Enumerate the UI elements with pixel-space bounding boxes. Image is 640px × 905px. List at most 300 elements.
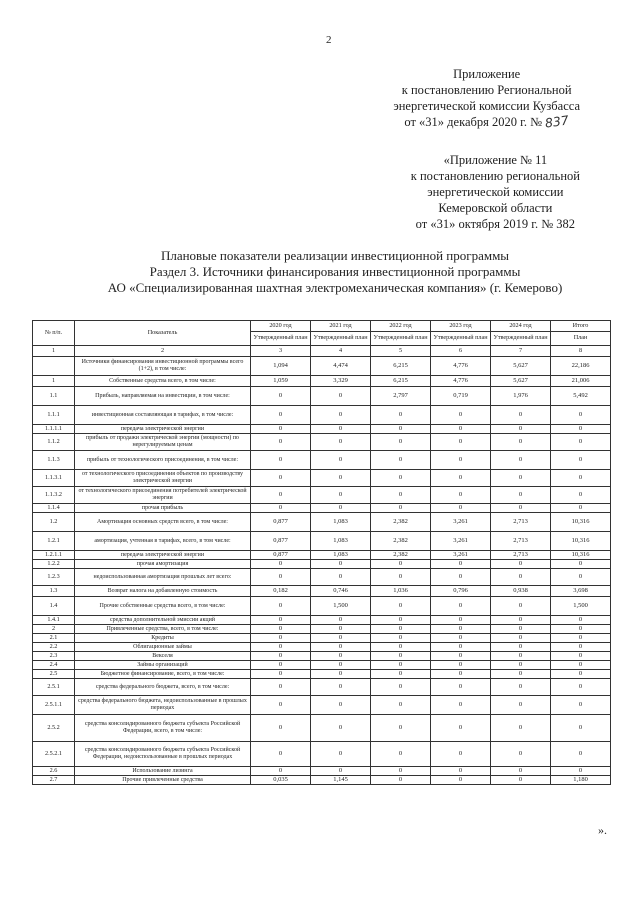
- row-value: 0: [311, 696, 371, 715]
- row-value: 0: [311, 616, 371, 625]
- table-row: [33, 513, 611, 532]
- col-number: 6: [431, 346, 491, 357]
- row-value: 0: [551, 767, 611, 776]
- row-value: 0: [251, 661, 311, 670]
- row-value: 0: [491, 643, 551, 652]
- row-value: 0: [491, 652, 551, 661]
- table-row: [33, 696, 611, 715]
- row-value: 1,036: [371, 586, 431, 597]
- row-value: 0: [491, 679, 551, 696]
- row-value: 0: [311, 634, 371, 643]
- section-title: Раздел 3. Источники финансирования инвестиционной программы: [149, 264, 521, 279]
- row-value: 0: [311, 425, 371, 434]
- row-value: 0: [551, 742, 611, 767]
- row-value: 0: [431, 670, 491, 679]
- row-number: 1.4: [33, 597, 75, 616]
- title-line: Плановые показатели реализации инвестиционной программы: [160, 248, 510, 263]
- row-value: 0: [431, 434, 491, 451]
- table-row: [33, 625, 611, 634]
- original-appendix-header: [411, 152, 580, 232]
- row-value: 0: [251, 560, 311, 569]
- table-row: [33, 487, 611, 504]
- row-value: 0: [551, 679, 611, 696]
- row-value: 0: [551, 616, 611, 625]
- row-value: 0: [431, 597, 491, 616]
- row-indicator: средства консолидированного бюджета субъекта Российской Федерации, недоиспользованные в прошлых периодах: [75, 742, 251, 767]
- row-indicator: прочая амортизация: [75, 560, 251, 569]
- row-value: 0: [491, 425, 551, 434]
- row-indicator: амортизация, учтенная в тарифах, всего, в том числе:: [75, 532, 251, 551]
- row-value: 4,474: [311, 357, 371, 376]
- row-value: 0: [491, 625, 551, 634]
- row-indicator: средства федерального бюджета, недоиспользованные в прошлых периодах: [75, 696, 251, 715]
- row-number: 2.3: [33, 652, 75, 661]
- row-value: 0: [431, 560, 491, 569]
- company-title: АО «Специализированная шахтная электромеханическая компания» (г. Кемерово): [107, 280, 563, 295]
- row-number: 2.5.2.1: [33, 742, 75, 767]
- row-value: 0: [551, 434, 611, 451]
- col-subheader: Утвержденный план: [371, 332, 431, 346]
- table-row: [33, 569, 611, 586]
- row-indicator: от технологического присоединения потребителей электрической энергии: [75, 487, 251, 504]
- table-row: [33, 715, 611, 742]
- row-value: 0: [371, 425, 431, 434]
- row-value: 0: [491, 451, 551, 470]
- row-value: 0: [371, 742, 431, 767]
- row-indicator: Облигационные займы: [75, 643, 251, 652]
- table-row: [33, 406, 611, 425]
- row-value: 1,059: [251, 376, 311, 387]
- row-value: 0,719: [431, 387, 491, 406]
- col-number: 8: [551, 346, 611, 357]
- row-value: 0: [311, 643, 371, 652]
- row-value: 1,083: [311, 513, 371, 532]
- row-value: 0: [551, 625, 611, 634]
- row-value: 0: [431, 634, 491, 643]
- col-year-header: 2020 год: [251, 321, 311, 332]
- row-value: 0: [371, 776, 431, 785]
- row-value: 0: [311, 767, 371, 776]
- row-value: 0: [491, 670, 551, 679]
- row-value: 2,797: [371, 387, 431, 406]
- row-value: 0: [431, 487, 491, 504]
- row-value: 0,035: [251, 776, 311, 785]
- row-number: [33, 357, 75, 376]
- table-row: [33, 776, 611, 785]
- row-number: 2.7: [33, 776, 75, 785]
- col-subheader: Утвержденный план: [431, 332, 491, 346]
- row-value: 0: [371, 597, 431, 616]
- row-value: 0,746: [311, 586, 371, 597]
- col-no-header: № п/п.: [33, 321, 75, 346]
- row-indicator: средства консолидированного бюджета субъекта Российской Федерации, всего, в том числе:: [75, 715, 251, 742]
- table-row: [33, 387, 611, 406]
- row-value: 10,316: [551, 532, 611, 551]
- row-value: 0: [491, 661, 551, 670]
- closing-quote: ».: [598, 823, 607, 837]
- appendix-date: от «31» декабря 2020 г. №: [404, 115, 542, 129]
- row-indicator: Кредиты: [75, 634, 251, 643]
- row-value: 0: [431, 425, 491, 434]
- row-value: 0: [551, 451, 611, 470]
- row-value: 0: [251, 742, 311, 767]
- row-value: 0: [491, 776, 551, 785]
- row-value: 2,713: [491, 532, 551, 551]
- row-value: 1,500: [311, 597, 371, 616]
- appendix-header: [393, 66, 580, 130]
- row-value: 0: [371, 560, 431, 569]
- row-indicator: Использование лизинга: [75, 767, 251, 776]
- row-value: 10,316: [551, 513, 611, 532]
- table-row: [33, 597, 611, 616]
- row-value: 21,006: [551, 376, 611, 387]
- row-value: 0: [491, 696, 551, 715]
- col-total-header: Итого: [551, 321, 611, 332]
- appendix-date: от «31» октября 2019 г. № 382: [415, 217, 576, 231]
- row-indicator: Прочие привлеченные средства: [75, 776, 251, 785]
- row-indicator: средства дополнительной эмиссии акций: [75, 616, 251, 625]
- col-number: 2: [75, 346, 251, 357]
- row-value: 0: [251, 406, 311, 425]
- row-value: 0: [491, 742, 551, 767]
- table-row: [33, 532, 611, 551]
- col-indicator-header: Показатель: [75, 321, 251, 346]
- appendix-line: энергетической комиссии: [427, 185, 564, 199]
- row-value: 0: [491, 767, 551, 776]
- row-value: 0: [551, 696, 611, 715]
- financing-table: [32, 320, 611, 785]
- row-number: 2.2: [33, 643, 75, 652]
- row-value: 0: [251, 696, 311, 715]
- row-value: 0: [431, 451, 491, 470]
- row-value: 0: [251, 425, 311, 434]
- row-value: 0: [431, 715, 491, 742]
- row-indicator: передача электрической энергии: [75, 551, 251, 560]
- row-value: 10,316: [551, 551, 611, 560]
- row-value: 1,083: [311, 551, 371, 560]
- row-value: 0: [311, 470, 371, 487]
- row-indicator: Векселя: [75, 652, 251, 661]
- row-value: 0: [371, 470, 431, 487]
- row-value: 0: [251, 715, 311, 742]
- row-indicator: недоиспользованная амортизация прошлых лет всего:: [75, 569, 251, 586]
- table-row: [33, 742, 611, 767]
- table-row: [33, 634, 611, 643]
- row-number: 1.3: [33, 586, 75, 597]
- row-value: 0: [311, 569, 371, 586]
- row-value: 0: [371, 487, 431, 504]
- row-number: 1.1: [33, 387, 75, 406]
- row-value: 0: [551, 715, 611, 742]
- appendix-line: к постановлению Региональной: [401, 83, 572, 97]
- table-row: [33, 451, 611, 470]
- row-value: 4,776: [431, 376, 491, 387]
- row-value: 0: [371, 616, 431, 625]
- row-value: 0: [491, 616, 551, 625]
- col-subheader: Утвержденный план: [251, 332, 311, 346]
- row-value: 0: [431, 470, 491, 487]
- row-value: 3,261: [431, 513, 491, 532]
- row-number: 1.1.3: [33, 451, 75, 470]
- col-number: 5: [371, 346, 431, 357]
- row-indicator: Собственные средства всего, в том числе:: [75, 376, 251, 387]
- row-value: 0: [551, 487, 611, 504]
- row-value: 22,186: [551, 357, 611, 376]
- row-value: 1,145: [311, 776, 371, 785]
- page-number: 2: [326, 34, 332, 46]
- row-value: 0,877: [251, 551, 311, 560]
- row-value: 0: [371, 406, 431, 425]
- table-row: [33, 643, 611, 652]
- col-subheader: План: [551, 332, 611, 346]
- row-indicator: прибыль от технологического присоединения, в том числе:: [75, 451, 251, 470]
- row-value: 0: [491, 634, 551, 643]
- row-value: 0: [311, 679, 371, 696]
- row-value: 0: [311, 742, 371, 767]
- row-number: 2.1: [33, 634, 75, 643]
- row-indicator: Прочие собственные средства всего, в том числе:: [75, 597, 251, 616]
- row-value: 0: [551, 504, 611, 513]
- row-indicator: Амортизация основных средств всего, в том числе:: [75, 513, 251, 532]
- row-number: 1.1.2: [33, 434, 75, 451]
- row-value: 0,796: [431, 586, 491, 597]
- row-value: 0: [551, 652, 611, 661]
- row-value: 0: [371, 643, 431, 652]
- row-value: 0: [311, 434, 371, 451]
- col-year-header: 2024 год: [491, 321, 551, 332]
- row-value: 0: [551, 560, 611, 569]
- row-value: 0: [371, 715, 431, 742]
- row-value: 0: [251, 767, 311, 776]
- row-indicator: Привлеченные средства, всего, в том числе:: [75, 625, 251, 634]
- row-value: 0,877: [251, 513, 311, 532]
- col-subheader: Утвержденный план: [491, 332, 551, 346]
- col-number: 3: [251, 346, 311, 357]
- row-value: 0: [551, 634, 611, 643]
- row-value: 0,877: [251, 532, 311, 551]
- row-number: 2.5: [33, 670, 75, 679]
- row-number: 2.6: [33, 767, 75, 776]
- row-indicator: от технологического присоединения объектов по производству электрической энергии: [75, 470, 251, 487]
- row-number: 1.2.1: [33, 532, 75, 551]
- row-number: 1.2.3: [33, 569, 75, 586]
- row-value: 0: [251, 643, 311, 652]
- row-value: 0: [551, 670, 611, 679]
- row-value: 0: [311, 715, 371, 742]
- row-value: 0: [371, 767, 431, 776]
- row-value: 0: [311, 387, 371, 406]
- row-number: 2.5.1.1: [33, 696, 75, 715]
- row-number: 1.2: [33, 513, 75, 532]
- row-value: 0: [251, 634, 311, 643]
- row-value: 5,627: [491, 357, 551, 376]
- document-titles: [40, 248, 630, 296]
- row-value: 0: [251, 616, 311, 625]
- row-value: 0: [491, 597, 551, 616]
- row-value: 2,713: [491, 551, 551, 560]
- row-value: 0: [371, 569, 431, 586]
- table-row: [33, 560, 611, 569]
- row-value: 0: [311, 451, 371, 470]
- row-value: 0: [311, 661, 371, 670]
- handwritten-number: 837: [544, 112, 570, 131]
- row-value: 0: [491, 569, 551, 586]
- row-value: 1,083: [311, 532, 371, 551]
- appendix-line: Кемеровской области: [438, 201, 553, 215]
- row-value: 0: [371, 652, 431, 661]
- row-value: 0: [551, 569, 611, 586]
- row-value: 0: [491, 434, 551, 451]
- col-year-header: 2023 год: [431, 321, 491, 332]
- appendix-line: энергетической комиссии Кузбасса: [393, 99, 580, 113]
- row-value: 0: [431, 767, 491, 776]
- row-value: 0: [251, 470, 311, 487]
- row-value: 4,776: [431, 357, 491, 376]
- row-value: 0,182: [251, 586, 311, 597]
- row-value: 0: [551, 643, 611, 652]
- col-year-header: 2021 год: [311, 321, 371, 332]
- row-value: 0: [311, 670, 371, 679]
- row-value: 0: [251, 487, 311, 504]
- row-value: 0: [371, 679, 431, 696]
- row-value: 1,976: [491, 387, 551, 406]
- table-row: [33, 670, 611, 679]
- row-number: 2: [33, 625, 75, 634]
- row-value: 0: [311, 504, 371, 513]
- row-value: 0: [311, 652, 371, 661]
- row-value: 0: [311, 625, 371, 634]
- table-row: [33, 767, 611, 776]
- row-number: 2.5.1: [33, 679, 75, 696]
- table-row: [33, 470, 611, 487]
- table-row: [33, 357, 611, 376]
- row-value: 2,713: [491, 513, 551, 532]
- row-indicator: Бюджетное финансирование, всего, в том числе:: [75, 670, 251, 679]
- row-value: 2,382: [371, 513, 431, 532]
- row-indicator: инвестиционная составляющая в тарифах, в том числе:: [75, 406, 251, 425]
- row-value: 0: [251, 597, 311, 616]
- row-value: 0: [551, 406, 611, 425]
- row-value: 0: [251, 569, 311, 586]
- col-number: 4: [311, 346, 371, 357]
- table-row: [33, 652, 611, 661]
- table-row: [33, 434, 611, 451]
- row-value: 6,215: [371, 357, 431, 376]
- row-indicator: Займы организаций: [75, 661, 251, 670]
- row-value: 0: [371, 661, 431, 670]
- table-row: [33, 661, 611, 670]
- row-value: 5,627: [491, 376, 551, 387]
- row-value: 3,261: [431, 532, 491, 551]
- table-row: [33, 586, 611, 597]
- row-value: 0: [371, 634, 431, 643]
- row-value: 0: [431, 569, 491, 586]
- row-value: 0: [251, 434, 311, 451]
- row-number: 2.5.2: [33, 715, 75, 742]
- row-value: 3,698: [551, 586, 611, 597]
- col-year-header: 2022 год: [371, 321, 431, 332]
- row-value: 0: [251, 670, 311, 679]
- row-value: 0: [431, 776, 491, 785]
- row-value: 6,215: [371, 376, 431, 387]
- row-value: 0: [371, 625, 431, 634]
- row-value: 0: [491, 504, 551, 513]
- row-value: 1,500: [551, 597, 611, 616]
- row-value: 0: [431, 643, 491, 652]
- row-value: 0: [431, 661, 491, 670]
- col-subheader: Утвержденный план: [311, 332, 371, 346]
- row-value: 0: [251, 652, 311, 661]
- row-number: 1.1.1.1: [33, 425, 75, 434]
- row-value: 0: [491, 487, 551, 504]
- row-value: 0: [551, 470, 611, 487]
- row-value: 0: [431, 652, 491, 661]
- row-value: 0: [251, 679, 311, 696]
- row-value: 0: [371, 451, 431, 470]
- row-indicator: Возврат налога на добавленную стоимость: [75, 586, 251, 597]
- row-number: 1.1.3.2: [33, 487, 75, 504]
- row-value: 0: [371, 504, 431, 513]
- row-value: 0: [371, 670, 431, 679]
- row-number: 2.4: [33, 661, 75, 670]
- row-indicator: средства федерального бюджета, всего, в том числе:: [75, 679, 251, 696]
- row-value: 2,382: [371, 551, 431, 560]
- row-number: 1.2.2: [33, 560, 75, 569]
- col-number: 1: [33, 346, 75, 357]
- row-indicator: прочая прибыль: [75, 504, 251, 513]
- appendix-title: Приложение: [453, 67, 521, 81]
- row-value: 0: [491, 715, 551, 742]
- row-value: 0: [491, 470, 551, 487]
- row-value: 0,938: [491, 586, 551, 597]
- row-value: 0: [311, 560, 371, 569]
- row-value: 1,094: [251, 357, 311, 376]
- row-value: 0: [431, 616, 491, 625]
- row-value: 0: [431, 679, 491, 696]
- row-value: 2,382: [371, 532, 431, 551]
- table-row: [33, 376, 611, 387]
- row-value: 0: [251, 625, 311, 634]
- row-indicator: Прибыль, направляемая на инвестиции, в том числе:: [75, 387, 251, 406]
- row-value: 1,180: [551, 776, 611, 785]
- row-value: 0: [311, 406, 371, 425]
- row-indicator: передача электрической энергии: [75, 425, 251, 434]
- row-value: 0: [431, 406, 491, 425]
- row-value: 0: [551, 425, 611, 434]
- row-value: 0: [371, 696, 431, 715]
- table-row: [33, 425, 611, 434]
- row-number: 1.1.1: [33, 406, 75, 425]
- row-value: 3,329: [311, 376, 371, 387]
- row-value: 0: [431, 625, 491, 634]
- row-value: 0: [491, 560, 551, 569]
- row-value: 0: [251, 504, 311, 513]
- row-value: 0: [251, 451, 311, 470]
- table-row: [33, 551, 611, 560]
- row-value: 0: [491, 406, 551, 425]
- row-value: 0: [431, 696, 491, 715]
- table-row: [33, 679, 611, 696]
- table-row: [33, 616, 611, 625]
- row-number: 1.2.1.1: [33, 551, 75, 560]
- row-value: 3,261: [431, 551, 491, 560]
- appendix-line: к постановлению региональной: [410, 169, 580, 183]
- row-number: 1: [33, 376, 75, 387]
- row-value: 0: [431, 742, 491, 767]
- row-indicator: прибыль от продажи электрической энергии (мощности) по нерегулируемым ценам: [75, 434, 251, 451]
- row-number: 1.1.4: [33, 504, 75, 513]
- row-indicator: Источники финансирования инвестиционной программы всего (1+2), в том числе:: [75, 357, 251, 376]
